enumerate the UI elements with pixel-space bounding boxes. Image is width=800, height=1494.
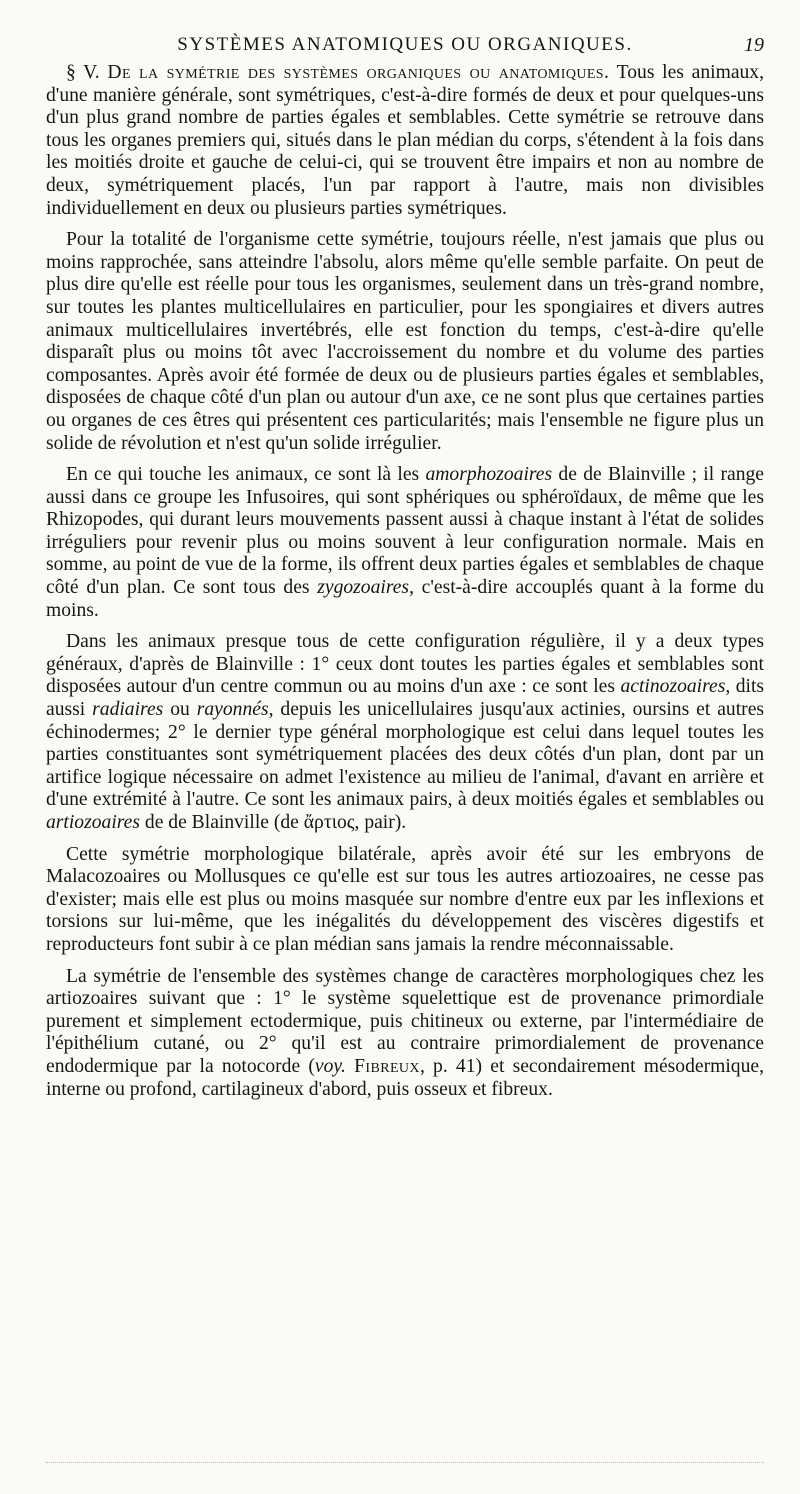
running-title: SYSTÈMES ANATOMIQUES OU ORGANIQUES. bbox=[177, 34, 633, 55]
bottom-faint-rule bbox=[46, 1462, 764, 1463]
body-text bbox=[46, 62, 764, 1101]
paragraph-3 bbox=[46, 464, 764, 622]
paragraph-6-text-a: La symétrie de l'ensemble des systèmes change de caractères morphologiques chez les artiozoaires suivant que : 1° le système squelettique est de provenance primordiale purement et simplement ectodermique, puis chitineux ou externe, par l'intermédiaire de l'épithélium cutané, ou 2° qu'il est au contraire primordialement de provenance endodermique par la notocorde ( bbox=[46, 965, 764, 1077]
ref-fibreux: Fibreux bbox=[354, 1055, 420, 1077]
term-artiozoaires: artiozoaires bbox=[46, 812, 140, 833]
term-zygozoaires: zygozoaires bbox=[317, 577, 410, 599]
paragraph-4 bbox=[46, 631, 764, 834]
term-actinozoaires: actinozoaires bbox=[620, 676, 726, 698]
section-symbol: § V. bbox=[66, 62, 100, 83]
paragraph-4-text-b: , dits aussi bbox=[46, 676, 765, 721]
term-rayonnes: rayonnés bbox=[196, 699, 269, 721]
abbrev-voy: voy. bbox=[314, 1055, 346, 1077]
page-header bbox=[46, 28, 764, 62]
paragraph-4-text-e: de de Blainville (de ἄρτιος, pair). bbox=[140, 812, 407, 833]
section-intro-text: Tous les animaux, d'une manière générale, sont symétriques, c'est-à-dire formés de deux et pour quelques-uns d'un plus grand nombre de parties égales et semblables. Cette symétrie se retrouve dans tous les organes premiers qui, situés dans le plan médian du corps, s'étendent à la fois dans les moitiés droite et gauche de celui-ci, qui se trouvent être impairs et non au nombre de deux, symétriquement placés, l'un par rapport à l'autre, mais non divisibles individuellement en deux ou plusieurs parties symétriques. bbox=[46, 62, 765, 219]
term-radiaires: radiaires bbox=[92, 699, 164, 721]
paragraph-4-text-a: Dans les animaux presque tous de cette configuration régulière, il y a deux types généraux, d'après de Blainville : 1° ceux dont toutes les parties égales et semblables sont disposées autour d'un centre commun ou au moins d'un axe : ce sont les bbox=[46, 631, 764, 698]
paragraph-6-text-b: , p. 41) et secondairement mésodermique, interne ou profond, cartilagineux d'abord, puis osseux et fibreux. bbox=[46, 1055, 764, 1100]
paragraph-5: Cette symétrie morphologique bilatérale, après avoir été sur les embryons de Malacozoaires ou Mollusques ce qu'elle est sur tous les autres artiozoaires, ne cesse pas d'exister; mais elle est plus ou moins masquée sur nombre d'entre eux par les inflexions et torsions sur lui-même, que les inégalités du développement des viscères digestifs et reproducteurs font subir à ce plan médian sans jamais la rendre méconnaissable. bbox=[46, 843, 764, 955]
paragraph-3-text-b: de de Blainville ; il range aussi dans ce groupe les Infusoires, qui sont sphériques ou sphéroïdaux, de même que les Rhizopodes, qui durant leurs mouvements passent aussi à chaque instant à l'état de solides irréguliers pour revenir plus ou moins souvent à leur configuration normale. Mais en somme, au point de vue de la forme, ils offrent deux parties égales et semblables de chaque côté d'un plan. Ce sont tous des bbox=[46, 464, 764, 599]
paragraph-3-text-a: En ce qui touche les animaux, ce sont là les bbox=[66, 464, 426, 486]
paragraph-6 bbox=[46, 966, 764, 1102]
paragraph-4-text-d: , depuis les unicellulaires jusqu'aux actinies, oursins et autres échinodermes; 2° le dernier type général morphologique est celui dans lequel toutes les parties constituantes sont symétriquement placées des deux côtés d'un plan, dont par un artifice logique nécessaire on admet l'existence au milieu de l'animal, d'avant en arrière et d'une extrémité à l'autre. Ce sont les animaux pairs, à deux moitiés égales et semblables ou bbox=[46, 699, 765, 811]
section-title: De la symétrie des systèmes organiques ou anatomiques. bbox=[107, 62, 610, 83]
section-intro-paragraph bbox=[46, 62, 764, 220]
term-amorphozoaires: amorphozoaires bbox=[425, 464, 553, 486]
paragraph-2: Pour la totalité de l'organisme cette symétrie, toujours réelle, n'est jamais que plus ou moins rapprochée, sans atteindre l'absolu, alors même qu'elle semble parfaite. On peut de plus dire qu'elle est réelle pour tous les organismes, seulement dans un très-grand nombre, sur toutes les plantes multicellulaires en particulier, pour les spongiaires et divers autres animaux multicellulaires invertébrés, elle est fonction du temps, c'est-à-dire qu'elle disparaît plus ou moins tôt avec l'accroissement du nombre et du volume des parties composantes. Après avoir été formée de deux ou de plusieurs parties égales et semblables, disposées de chaque côté d'un plan ou autour d'un axe, ce ne sont plus que certaines parties ou organes de ces êtres qui présentent ces particularités; mais l'ensemble ne figure plus un solide de révolution et n'est qu'un solide irrégulier. bbox=[46, 229, 764, 454]
paragraph-3-text-c: , c'est-à-dire accouplés quant à la forme du moins. bbox=[46, 577, 764, 621]
paragraph-4-text-c: ou bbox=[163, 699, 197, 721]
page-number: 19 bbox=[744, 34, 764, 56]
